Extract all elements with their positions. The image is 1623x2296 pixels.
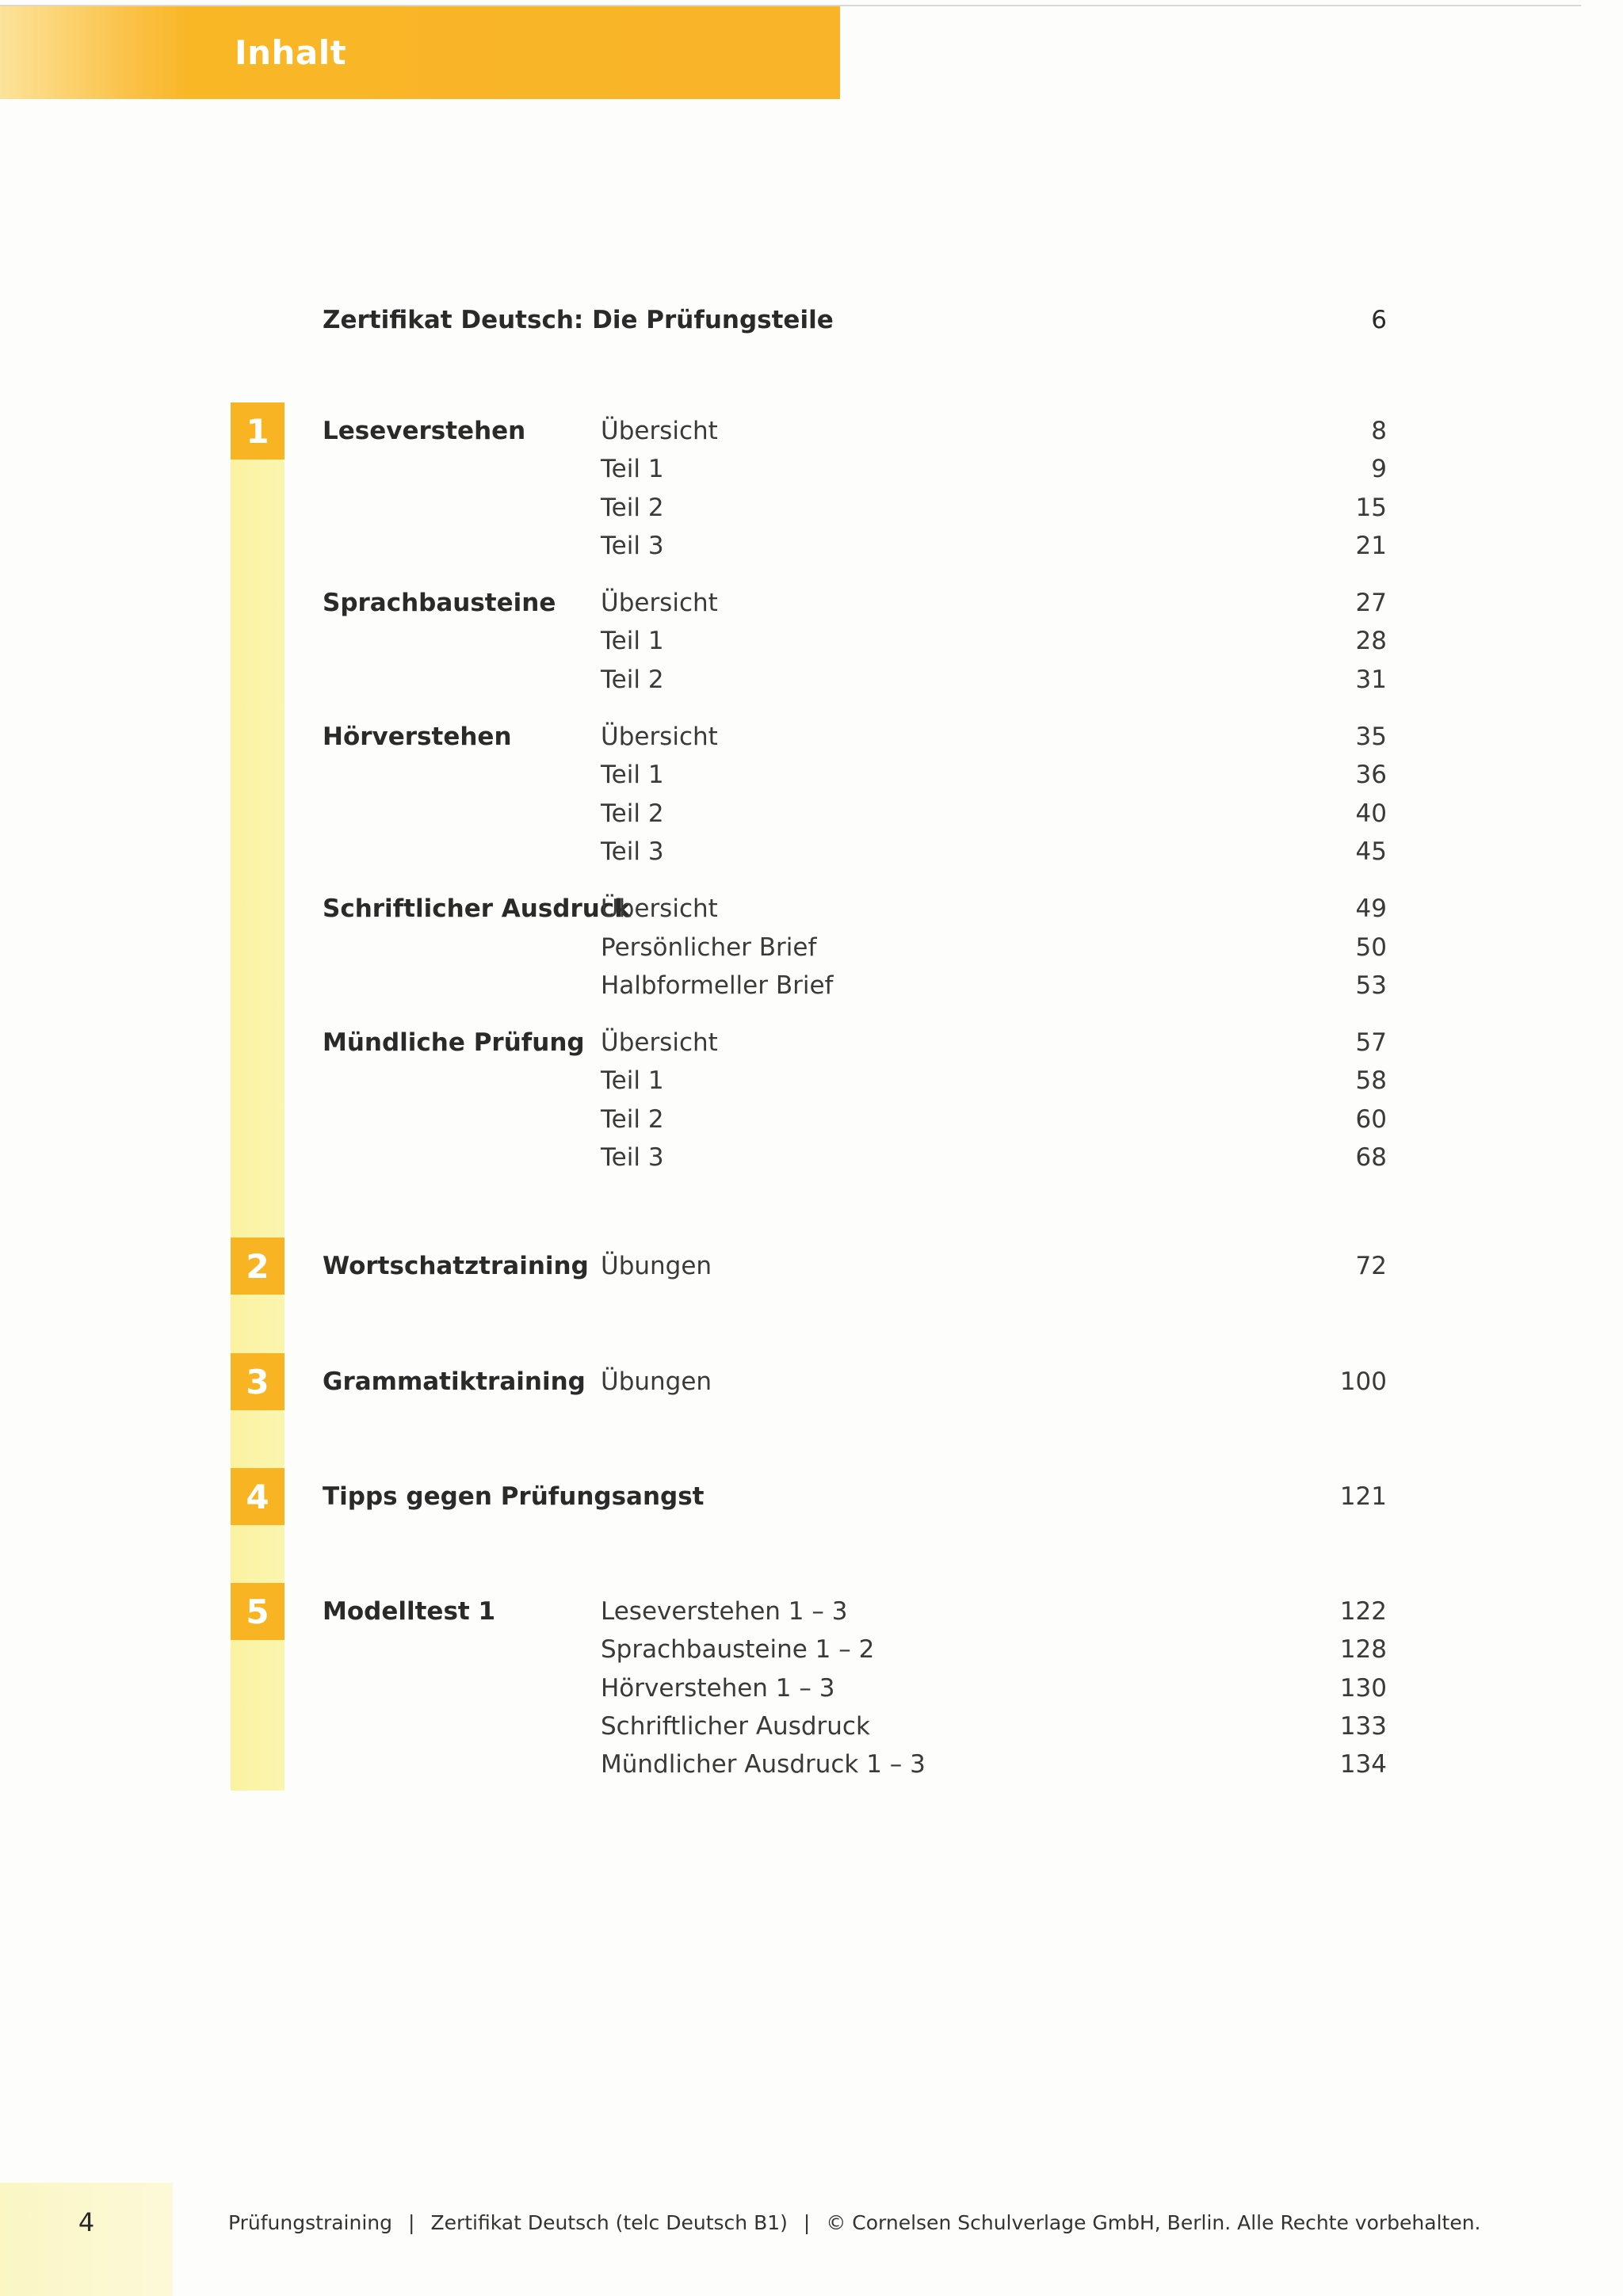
toc-entry[interactable] xyxy=(0,1745,1623,1783)
group-title: Sprachbausteine xyxy=(323,589,556,618)
intro-page-number: 6 xyxy=(1371,306,1387,334)
section-number-badge: 1 xyxy=(231,402,285,460)
entry-page-number: 9 xyxy=(1371,455,1387,484)
footer-separator: | xyxy=(408,2211,415,2234)
entry-label: Übersicht xyxy=(601,589,718,618)
toc-entry[interactable] xyxy=(0,718,1623,756)
footer-text xyxy=(228,2209,1481,2237)
entry-page-number: 60 xyxy=(1355,1104,1387,1134)
toc-entry[interactable] xyxy=(0,890,1623,928)
group-title: Tipps gegen Prüfungsangst xyxy=(323,1482,705,1511)
toc-entry[interactable] xyxy=(0,756,1623,794)
entry-label: Halbformeller Brief xyxy=(601,971,834,1000)
entry-label: Übersicht xyxy=(601,1028,718,1058)
entry-label: Teil 1 xyxy=(601,627,664,656)
footer-copyright: © Cornelsen Schulverlage GmbH, Berlin. Alle Rechte vorbehalten. xyxy=(826,2211,1481,2234)
entry-page-number: 15 xyxy=(1355,493,1387,522)
section-number-badge: 2 xyxy=(231,1238,285,1295)
entry-page-number: 45 xyxy=(1355,837,1387,866)
toc-entry[interactable] xyxy=(0,1630,1623,1669)
entry-label: Teil 2 xyxy=(601,1104,664,1134)
toc-entry[interactable] xyxy=(0,1478,1623,1516)
entry-page-number: 58 xyxy=(1355,1066,1387,1096)
toc-entry[interactable] xyxy=(0,1707,1623,1745)
entry-page-number: 21 xyxy=(1355,531,1387,560)
section-number-badge: 5 xyxy=(231,1583,285,1640)
group-title: Hörverstehen xyxy=(323,723,512,752)
entry-page-number: 31 xyxy=(1355,665,1387,694)
section-number-badge: 3 xyxy=(231,1353,285,1410)
entry-page-number: 49 xyxy=(1355,894,1387,924)
intro-title: Zertifikat Deutsch: Die Prüfungsteile xyxy=(323,306,834,334)
footer-page-number: 4 xyxy=(78,2207,95,2237)
entry-label: Übersicht xyxy=(601,894,718,924)
group-title: Leseverstehen xyxy=(323,417,526,445)
entry-label: Hörverstehen 1 – 3 xyxy=(601,1673,835,1703)
toc-entry[interactable] xyxy=(0,1024,1623,1062)
toc-entry[interactable] xyxy=(0,967,1623,1005)
toc-entry[interactable] xyxy=(0,1363,1623,1401)
toc-entry[interactable] xyxy=(0,1592,1623,1630)
entry-page-number: 100 xyxy=(1339,1367,1387,1396)
group-title: Schriftlicher Ausdruck xyxy=(323,894,631,924)
group-title: Modelltest 1 xyxy=(323,1597,496,1626)
footer-series: Zertifikat Deutsch (telc Deutsch B1) xyxy=(430,2211,788,2234)
entry-page-number: 57 xyxy=(1355,1028,1387,1058)
entry-label: Übungen xyxy=(601,1367,712,1396)
toc-entry[interactable] xyxy=(0,489,1623,527)
entry-label: Leseverstehen 1 – 3 xyxy=(601,1597,848,1626)
toc-entry[interactable] xyxy=(0,1138,1623,1177)
entry-label: Teil 3 xyxy=(601,531,664,560)
group-title: Mündliche Prüfung xyxy=(323,1028,585,1058)
entry-label: Teil 3 xyxy=(601,1143,664,1173)
entry-label: Übersicht xyxy=(601,417,718,445)
entry-page-number: 27 xyxy=(1355,589,1387,618)
entry-page-number: 50 xyxy=(1355,933,1387,962)
entry-label: Teil 1 xyxy=(601,455,664,484)
toc-entry[interactable] xyxy=(0,929,1623,967)
toc-entry[interactable] xyxy=(0,1062,1623,1100)
entry-label: Teil 1 xyxy=(601,1066,664,1096)
entry-page-number: 128 xyxy=(1339,1635,1387,1665)
toc-entry[interactable] xyxy=(0,527,1623,565)
entry-label: Sprachbausteine 1 – 2 xyxy=(601,1635,875,1665)
entry-label: Persönlicher Brief xyxy=(601,933,817,962)
entry-label: Mündlicher Ausdruck 1 – 3 xyxy=(601,1750,926,1779)
entry-label: Teil 2 xyxy=(601,799,664,828)
entry-page-number: 121 xyxy=(1339,1482,1387,1511)
toc-entry[interactable] xyxy=(0,622,1623,660)
toc-entry[interactable] xyxy=(0,795,1623,833)
entry-page-number: 133 xyxy=(1339,1711,1387,1741)
toc-entry[interactable] xyxy=(0,450,1623,488)
toc-entry[interactable] xyxy=(0,1100,1623,1138)
toc-entry[interactable] xyxy=(0,584,1623,622)
entry-page-number: 72 xyxy=(1355,1252,1387,1280)
entry-label: Übungen xyxy=(601,1252,712,1280)
footer-separator: | xyxy=(803,2211,811,2234)
toc-entry[interactable] xyxy=(0,661,1623,699)
footer-book: Prüfungstraining xyxy=(228,2211,392,2234)
entry-label: Teil 1 xyxy=(601,761,664,790)
header-band xyxy=(0,6,840,99)
entry-label: Schriftlicher Ausdruck xyxy=(601,1711,870,1741)
toc-entry[interactable] xyxy=(0,1247,1623,1285)
entry-page-number: 134 xyxy=(1339,1750,1387,1779)
page-title: Inhalt xyxy=(235,33,347,72)
entry-page-number: 35 xyxy=(1355,723,1387,752)
toc-entry[interactable] xyxy=(0,1669,1623,1707)
group-title: Wortschatztraining xyxy=(323,1252,589,1280)
entry-page-number: 36 xyxy=(1355,761,1387,790)
group-title: Grammatiktraining xyxy=(323,1367,586,1396)
entry-page-number: 130 xyxy=(1339,1673,1387,1703)
intro-row xyxy=(0,301,1623,342)
entry-page-number: 53 xyxy=(1355,971,1387,1000)
toc-entry[interactable] xyxy=(0,412,1623,450)
section-number-badge: 4 xyxy=(231,1468,285,1525)
entry-label: Übersicht xyxy=(601,723,718,752)
entry-page-number: 122 xyxy=(1339,1597,1387,1626)
entry-label: Teil 3 xyxy=(601,837,664,866)
entry-page-number: 40 xyxy=(1355,799,1387,828)
entry-label: Teil 2 xyxy=(601,665,664,694)
entry-page-number: 28 xyxy=(1355,627,1387,656)
toc-entry[interactable] xyxy=(0,833,1623,871)
entry-page-number: 8 xyxy=(1371,417,1387,445)
entry-page-number: 68 xyxy=(1355,1143,1387,1173)
entry-label: Teil 2 xyxy=(601,493,664,522)
